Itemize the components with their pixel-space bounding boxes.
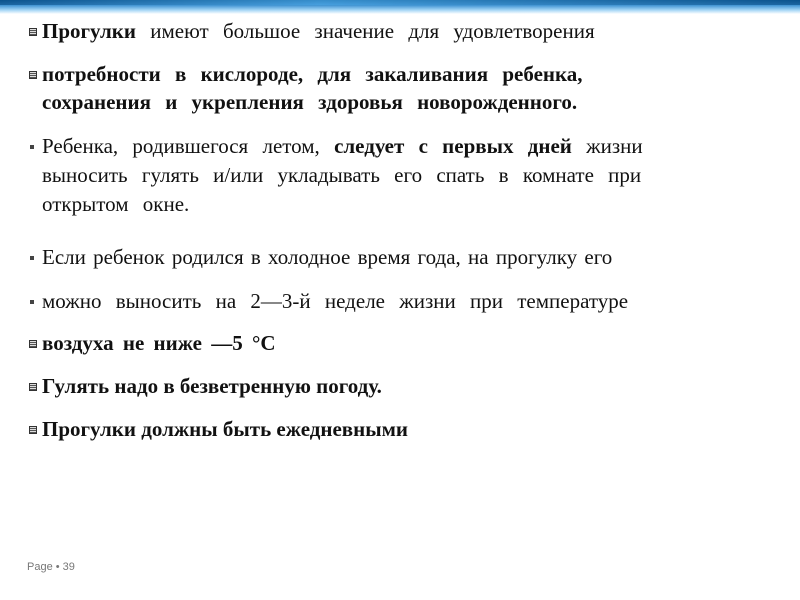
bullet-8-text: Прогулки должны быть ежедневными: [42, 417, 409, 441]
header-gradient-bar: [0, 0, 800, 14]
bullet-2-line-1: потребности в кислороде, для закаливания ребенка,: [42, 62, 583, 86]
dot-bullet-icon: [30, 256, 34, 260]
bullet-7: [28, 373, 382, 400]
header-glow: [0, 0, 800, 5]
square-bullet-icon: [29, 340, 37, 348]
square-bullet-icon: [29, 28, 37, 36]
bullet-1: [28, 18, 595, 45]
bullet-3-bold: следует с первых дней: [334, 134, 572, 158]
bullet-2-continuation: [28, 89, 577, 116]
bullet-4-text: Если ребенок родился в холодное время года, на прогулку его: [42, 245, 613, 269]
square-bullet-icon: [29, 426, 37, 434]
square-bullet-icon: [29, 71, 37, 79]
bullet-5: [28, 288, 628, 315]
dot-bullet-icon: [30, 145, 34, 149]
bullet-3-line-3: [28, 191, 189, 218]
bullet-6-text: воздуха не ниже —5 °С: [42, 331, 276, 355]
bullet-8: [28, 416, 408, 443]
square-bullet-icon: [29, 383, 37, 391]
bullet-2-line-2: сохранения и укрепления здоровья новорожденного.: [42, 90, 578, 114]
bullet-1-bold: Прогулки: [42, 19, 137, 43]
bullet-3-line-3-text: открытом окне.: [42, 192, 190, 216]
page-number: Page • 39: [27, 561, 75, 573]
bullet-1-text: имеют большое значение для удовлетворения: [136, 19, 595, 43]
bullet-3-line-2: [28, 162, 641, 189]
bullet-3: [28, 133, 643, 160]
bullet-3-text-a: Ребенка, родившегося летом,: [42, 134, 335, 158]
bullet-3-text-b: жизни: [571, 134, 643, 158]
bullet-2: [28, 61, 583, 88]
bullet-6: [28, 330, 276, 357]
dot-bullet-icon: [30, 300, 34, 304]
bullet-7-text: Гулять надо в безветренную погоду.: [42, 374, 382, 398]
bullet-4: [28, 244, 612, 271]
bullet-3-line-2-text: выносить гулять и/или укладывать его спать в комнате при: [42, 163, 642, 187]
bullet-5-text: можно выносить на 2—3-й неделе жизни при температуре: [42, 289, 629, 313]
